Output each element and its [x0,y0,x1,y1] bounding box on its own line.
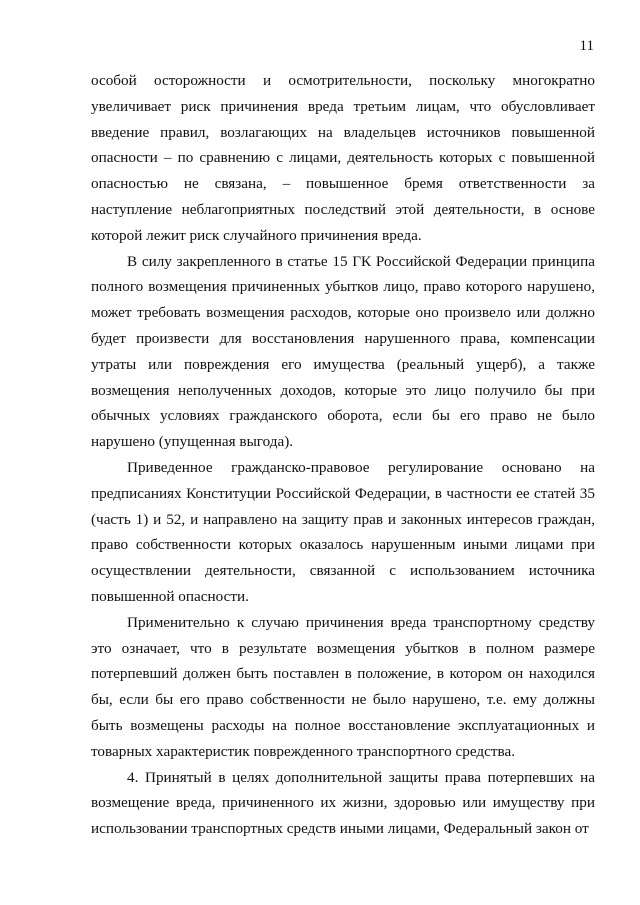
paragraph-full-compensation: В силу закрепленного в статье 15 ГК Российской Федерации принципа полного возмещения причиненных убытков лицо, право которого нарушено, может требовать возмещения расходов, которые оно произвело или должно будет произвести для восстановления нарушенного права, компенсации утраты или повреждения его имущества (реальный ущерб), а также возмещения неполученных доходов, которые это лицо получило бы при обычных условиях гражданского оборота, если бы его право не было нарушено (упущенная выгода). [91,252,595,451]
document-body [91,68,595,842]
page-number: 11 [579,38,594,54]
paragraph-federal-law: 4. Принятый в целях дополнительной защиты права потерпевших на возмещение вреда, причиненного их жизни, здоровью или имуществу при использовании транспортных средств иными лицами, Федеральный закон от [91,768,595,838]
paragraph-continuation: особой осторожности и осмотрительности, поскольку многократно увеличивает риск причинения вреда третьим лицам, что обусловливает введение правил, возлагающих на владельцев источников повышенной опасности – по сравнению с лицами, деятельность которых с повышенной опасностью не связана, – повышенное бремя ответственности за наступление неблагоприятных последствий этой деятельности, в основе которой лежит риск случайного причинения вреда. [91,72,595,244]
paragraph-constitutional-basis: Приведенное гражданско-правовое регулирование основано на предписаниях Конституции Российской Федерации, в частности ее статей 35 (часть 1) и 52, и направлено на защиту прав и законных интересов граждан, право собственности которых оказалось нарушенным иными лицами при осуществлении деятельности, связанной с использованием источника повышенной опасности. [91,458,595,605]
paragraph-vehicle-damage: Применительно к случаю причинения вреда транспортному средству это означает, что в результате возмещения убытков в полном размере потерпевший должен быть поставлен в положение, в котором он находился бы, если бы его право собственности не было нарушено, т.е. ему должны быть возмещены расходы на полное восстановление эксплуатационных и товарных характеристик поврежденного транспортного средства. [91,613,595,760]
